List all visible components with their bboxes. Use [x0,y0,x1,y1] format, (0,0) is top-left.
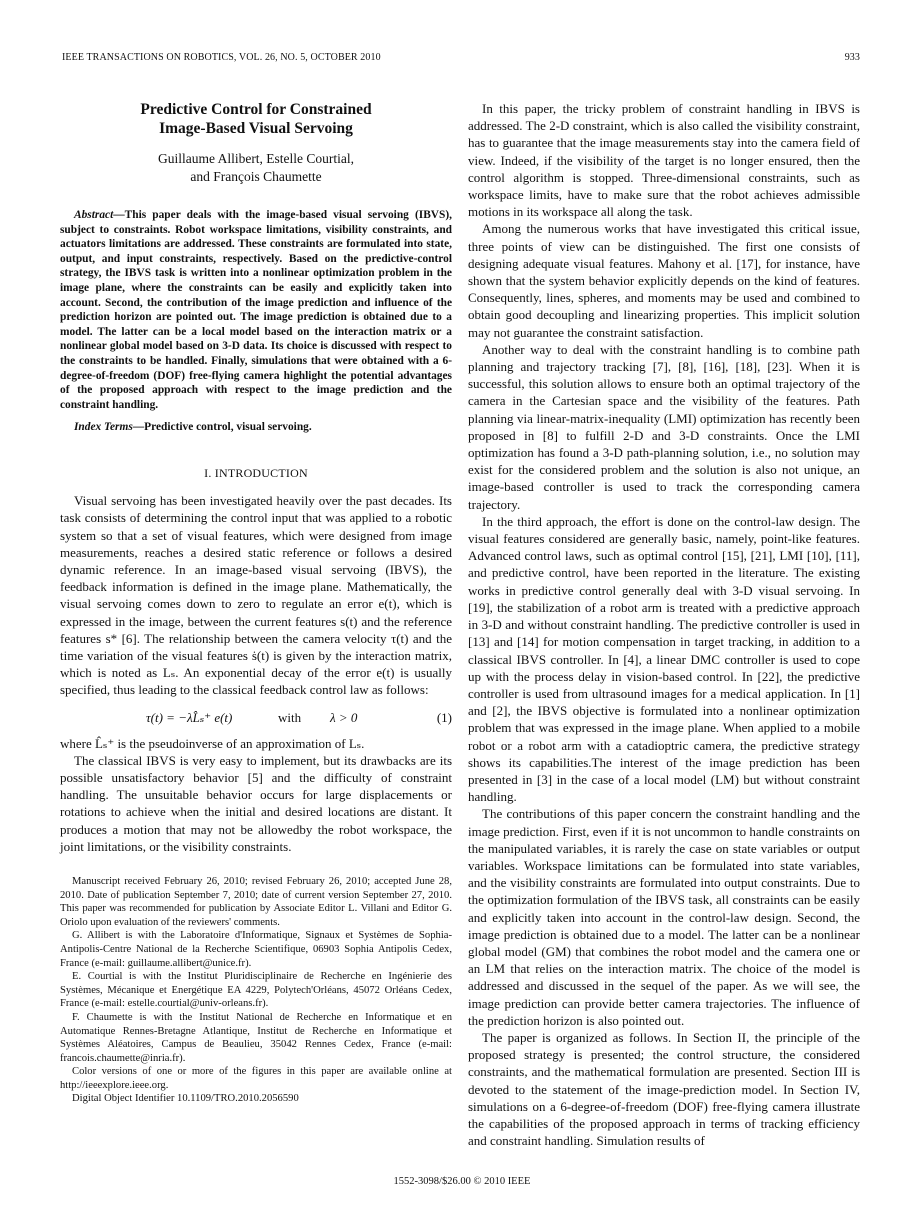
footnote-color-versions: Color versions of one or more of the figures in this paper are available online at http://ieeexplore.ieee.org. [60,1066,452,1091]
right-paragraph-5: The contributions of this paper concern the constraint handling and the image prediction. First, even if it is not uncommon to handle constraints on the manipulated variables, it is rarely the case on state variables or output variables. Workspace limitations can be formulated into state variables, and the visibility constraints are formulated into output constraints. Due to the optimization formulation of the IBVS task, all constraints can be easily and explicitly taken into account in the control-law design. Second, the image prediction is obtained due to a model. The latter can be a nonlinear global model (GM) that combines the robot model and the camera one or an LM that relies on the interaction matrix. The choice of the model is addressed and discussed in the sequel of the paper. As we will see, the image prediction can provide better camera trajectories. The influence of the prediction horizon is also pointed out. [468,806,860,1028]
authors-line-1: Guillaume Allibert, Estelle Courtial, [157,151,355,166]
abstract-label: Abstract [74,209,114,221]
journal-name: IEEE TRANSACTIONS ON ROBOTICS, VOL. 26, NO. 5, OCTOBER 2010 [62,52,381,63]
abstract [60,208,452,412]
running-header [62,52,860,63]
equation-expression: τ(t) = −λL̂ₛ⁺ e(t) [146,709,233,725]
paper-title [60,100,452,138]
right-paragraph-6: The paper is organized as follows. In Section II, the principle of the proposed strategy is presented; the control structure, the considered constraints, and the mathematical formulation are presented. Section III is devoted to the statement of the image-prediction model. In Section IV, simulations on a 6-degree-of-freedom (DOF) free-flying camera illustrate the capabilities of the proposed approach in terms of tracking efficiency and constraint handling. Simulation results of [468,1029,860,1149]
equation-with: with [278,709,302,725]
index-terms [60,420,452,435]
section-number: I. [204,465,212,480]
title-line-2: Image-Based Visual Servoing [159,120,353,137]
section-title-rest: NTRODUCTION [218,465,308,480]
equation-1 [60,705,452,731]
section-heading [60,465,452,482]
author-list [60,150,452,186]
section-title-initial: I [214,465,219,480]
right-paragraph-4: In the third approach, the effort is done on the control-law design. The visual features considered are generally basic, namely, point-like features. Advanced control laws, such as optimal control [15], [21], LMI [10], [11], and predictive control, have been reported in the literature. The existing works in predictive control generally deal with 3-D visual servoing. In [19], the stabilization of a robot arm is treated with a predictive approach in 3-D and without constraint handling. The predictive controller is used in [13] and [14] for motion compensation in target tracking, in addition to a classical IBVS controller. In [4], a linear DMC controller is used to cope up with the process delay in vision-based control. In [22], the predictive controller is used from ultrasound images for a medical application. In [1] and [2], the IBVS objective is formulated into a nonlinear optimization problem that was expressed in the image plane. When applied to a mobile robot or a robot arm with a catadioptric camera, the predictive strategy shows its capabilities.The interest of the image prediction has been presented in [3] in the case of a local model (LM) but without constraint handling. [468,513,860,805]
intro-where-line: where L̂ₛ⁺ is the pseudoinverse of an approximation of Lₛ. [60,735,365,751]
abstract-text: —This paper deals with the image-based visual servoing (IBVS), subject to constraints. Robot workspace limitations, visibility constraints, and actuators limitations are addressed. These constraints are formulated into state, output, and input constraints, respectively. Based on the predictive-control strategy, the IBVS task is written into a nonlinear optimization problem in the image plane, where the constraints can be easily and explicitly taken into account. Second, the contribution of the image prediction and influence of the prediction horizon are pointed out. The image prediction is obtained due to a model. The latter can be a local model based on the interaction matrix or a nonlinear global model based on 3-D data. Its choice is discussed with respect to the constraints to be handled. Finally, simulations that were obtained with a 6-degree-of-freedom (DOF) free-flying camera highlight the potential advantages of the proposed approach with respect to the image prediction and the constraint handling. [60,209,452,411]
index-terms-text: —Predictive control, visual servoing. [132,421,312,434]
footnote-doi: Digital Object Identifier 10.1109/TRO.2010.2056590 [72,1093,299,1105]
authors-line-2: and François Chaumette [190,169,322,184]
right-paragraph-2: Among the numerous works that have investigated this critical issue, three points of view can be distinguished. The first one consists of designing adequate visual features. Mahony et al. [17], for instance, have shown that the system behavior explicitly depends on the kind of features. Consequently, lines, spheres, and moments may be used and combined to obtain good decoupling and linearizing properties. This implicit solution may not guarantee the constraint satisfaction. [468,221,860,340]
equation-condition: λ > 0 [330,709,358,725]
footnote-manuscript: Manuscript received February 26, 2010; revised February 26, 2010; accepted June 28, 2010. Date of publication September 7, 2010; date of current version September 27, 2010. This paper was recommended for publication by Associate Editor L. Villani and Editor G. Oriolo upon evaluation of the reviewers' comments. [60,875,452,928]
left-column [60,100,452,1106]
intro-paragraph-2: The classical IBVS is very easy to implement, but its drawbacks are its possible unsatisfactory behavior [5] and the difficulty of constraint handling. The unsuitable behavior occurs for large displacements or rotations to achieve when the initial and desired locations are distant. It produces a motion that may not be allowedby the robot workspace, the joint limitations, or the visibility constraints. [60,752,452,854]
intro-paragraph-1: Visual servoing has been investigated heavily over the past decades. Its task consists of determining the control input that was applied to a robotic system so that a set of visual features, which were designed from image measurements, reaches a desired static reference or follows a desired dynamic reference. In an image-based visual servoing (IBVS), the feedback information is defined in the image plane. Mathematically, the visual servoing comes down to zero to regulate an error e(t), which is expressed in the image, between the current features s(t) and the reference features s* [6]. The relationship between the camera velocity τ(t) and the time variation of the visual features ṡ(t) is given by the interaction matrix, which is noted as Lₛ. An exponential decay of the error e(t) is usually specified, thus leading to the classical feedback control law as follows: [60,493,452,698]
title-line-1: Predictive Control for Constrained [140,101,372,118]
right-column [468,100,860,1149]
footnote-chaumette: F. Chaumette is with the Institut National de Recherche en Informatique et en Automatique Rennes-Bretagne Atlantique, Institut de Recherche en Informatique et Systèmes Aléatoires, Campus de Beaulieu, 35042 Rennes Cedex, France (e-mail: francois.chaumette@inria.fr). [60,1011,452,1064]
footnotes [60,875,452,1106]
right-paragraph-1: In this paper, the tricky problem of constraint handling in IBVS is addressed. The 2-D constraint, which is also called the visibility constraint, has to guarantee that the image measurements stay into the camera field of view. Indeed, if the visibility of the target is no longer ensured, then the control algorithm is stopped. Three-dimensional constraints, such as workspace limits, have to make sure that the robot achieves admissible motions in its workspace all along the task. [468,101,860,220]
footnote-courtial: E. Courtial is with the Institut Pluridisciplinaire de Recherche en Ingénierie des Systèmes, Mécanique et Energétique EA 4229, Polytech'Orléans, 45072 Orléans Cedex, France (e-mail: estelle.courtial@univ-orleans.fr). [60,971,452,1010]
page-number: 933 [844,52,860,63]
index-terms-label: Index Terms [74,421,133,434]
section-title [215,466,308,480]
copyright-footer: 1552-3098/$26.00 © 2010 IEEE [393,1176,531,1187]
footnote-allibert: G. Allibert is with the Laboratoire d'Informatique, Signaux et Systèmes de Sophia-Antipolis-Centre National de la Recherche Scientifique, 06903 Sophia Antipolis Cedex, France (e-mail: guillaume.allibert@unice.fr). [60,930,452,969]
equation-number: (1) [436,709,452,725]
right-paragraph-3: Another way to deal with the constraint handling is to combine path planning and trajectory tracking [7], [8], [16], [18], [23]. When it is successful, this solution allows to ensure both an optimal trajectory of the camera in the Cartesian space and the visibility of the features. Path planning via linear-matrix-inequality (LMI) optimization has recently been proposed in [8] to fulfill 2-D and 3-D constraints. Once the LMI optimization has found a 3-D path-planning solution, i.e., no solution may exist for the considered problem and the solution is also not unique, an image-based controller is used to track the corresponding camera trajectory. [468,341,860,512]
